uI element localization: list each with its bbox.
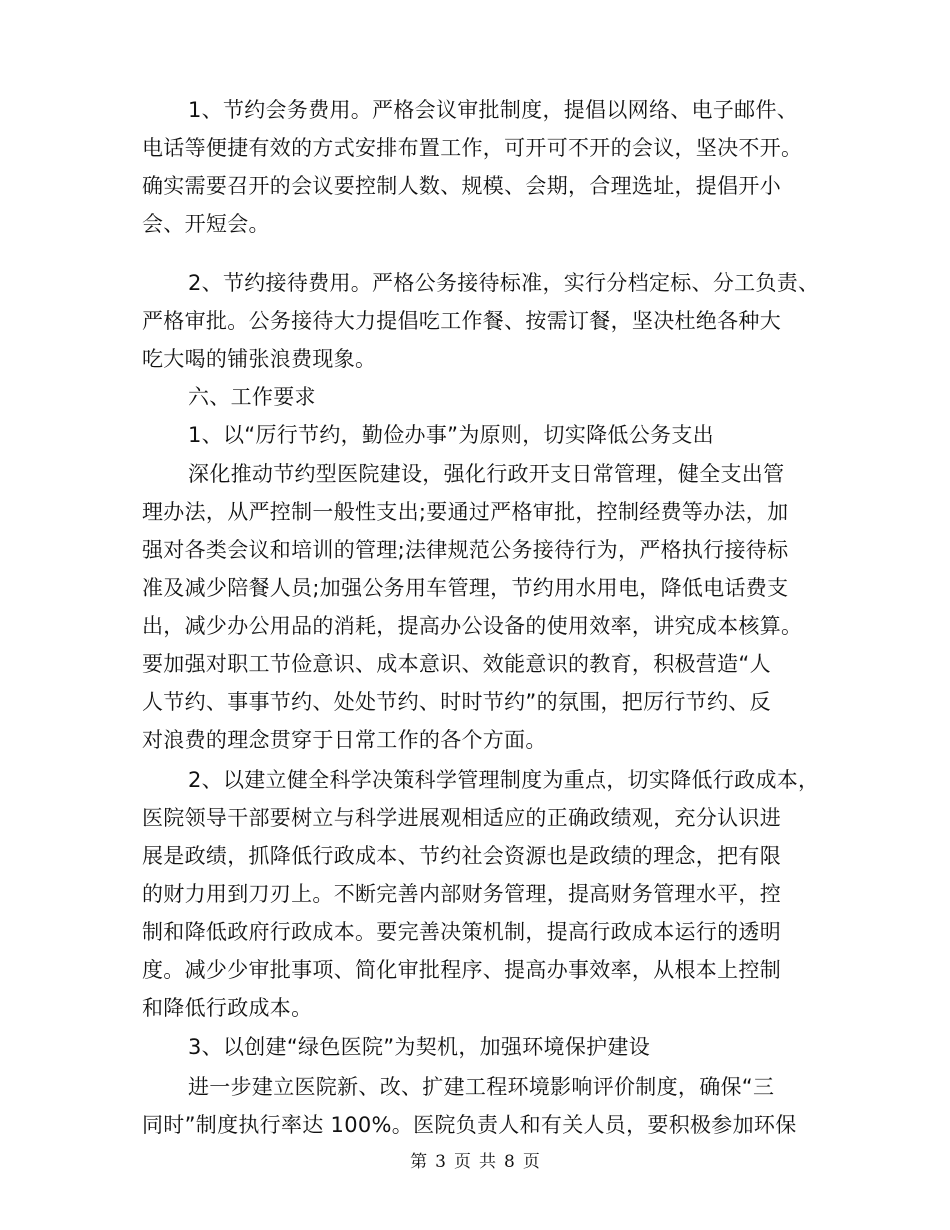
page-footer: [0, 1150, 950, 1174]
paragraph-line: 要加强对职工节俭意识、成本意识、效能意识的教育，积极营造“人: [142, 652, 771, 676]
paragraph-line: 度。减少少审批事项、简化审批程序、提高办事效率，从根本上控制: [142, 958, 781, 982]
paragraph-line: 展是政绩，抓降低行政成本、节约社会资源也是政绩的理念，把有限: [142, 844, 781, 868]
footer-total-pages: 8: [504, 1152, 515, 1172]
paragraph-line: 六、工作要求: [188, 385, 316, 409]
paragraph-line: 深化推动节约型医院建设，强化行政开支日常管理，健全支出管: [188, 462, 785, 486]
paragraph-line: 医院领导干部要树立与科学进展观相适应的正确政绩观，充分认识进: [142, 806, 781, 830]
paragraph-line: 1、以“厉行节约，勤俭办事”为原则，切实降低公务支出: [188, 423, 714, 447]
paragraph-line: 和降低行政成本。: [142, 996, 313, 1020]
paragraph-line: 确实需要召开的会议要控制人数、规模、会期，合理选址，提倡开小: [142, 174, 781, 198]
footer-page-unit: 页: [454, 1152, 471, 1172]
paragraph-line: 1、节约会务费用。严格会议审批制度，提倡以网络、电子邮件、: [188, 98, 799, 122]
footer-total-prefix: 共: [479, 1152, 496, 1172]
paragraph-line: 准及减少陪餐人员;加强公务用车管理，节约用水用电，降低电话费支: [142, 576, 789, 600]
paragraph-line: 电话等便捷有效的方式安排布置工作，可开可不开的会议，坚决不开。: [142, 136, 803, 160]
footer-total-unit: 页: [522, 1152, 540, 1172]
paragraph-line: 会、开短会。: [142, 212, 270, 236]
paragraph-line: 2、节约接待费用。严格公务接待标准，实行分档定标、分工负责、: [188, 271, 820, 295]
paragraph-line: 对浪费的理念贯穿于日常工作的各个方面。: [142, 728, 547, 752]
paragraph-line: 同时”制度执行率达 100%。医院负责人和有关人员，要积极参加环保: [142, 1113, 797, 1137]
paragraph-line: 出，减少办公用品的消耗，提高办公设备的使用效率，讲究成本核算。: [142, 614, 803, 638]
footer-page-prefix: 第: [410, 1152, 428, 1172]
paragraph-line: 的财力用到刀刃上。不断完善内部财务管理，提高财务管理水平，控: [142, 882, 781, 906]
paragraph-line: 吃大喝的铺张浪费现象。: [142, 347, 377, 371]
paragraph-line: 人节约、事事节约、处处节约、时时节约”的氛围，把厉行节约、反: [142, 690, 771, 714]
paragraph-line: 理办法，从严控制一般性支出;要通过严格审批，控制经费等办法，加: [142, 500, 789, 524]
paragraph-line: 严格审批。公务接待大力提倡吃工作餐、按需订餐，坚决杜绝各种大: [142, 309, 781, 333]
paragraph-line: 2、以建立健全科学决策科学管理制度为重点，切实降低行政成本，: [188, 768, 820, 792]
paragraph-line: 3、以创建“绿色医院”为契机，加强环境保护建设: [188, 1035, 651, 1059]
paragraph-line: 制和降低政府行政成本。要完善决策机制，提高行政成本运行的透明: [142, 920, 781, 944]
paragraph-line: 强对各类会议和培训的管理;法律规范公务接待行为，严格执行接待标: [142, 538, 789, 562]
paragraph-line: 进一步建立医院新、改、扩建工程环境影响评价制度，确保“三: [188, 1075, 775, 1099]
footer-current-page: 3: [435, 1152, 446, 1172]
